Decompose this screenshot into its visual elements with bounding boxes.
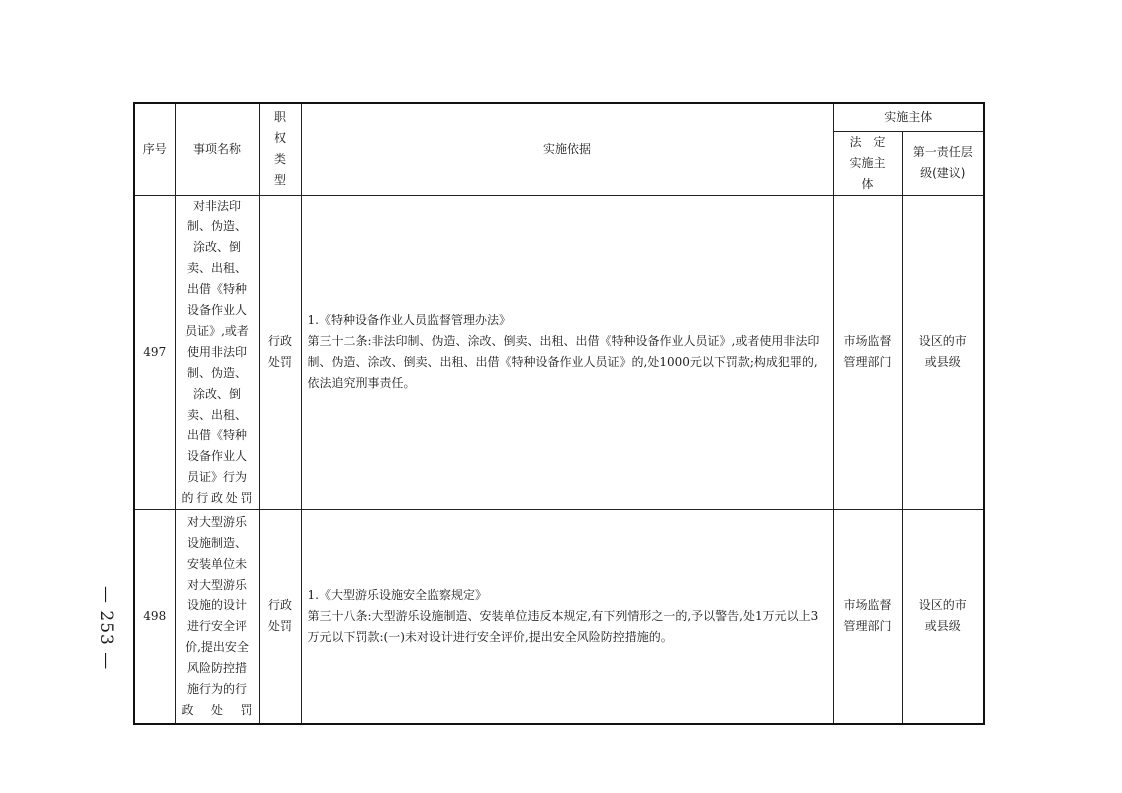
row-first-responsible: 设区的市或县级 <box>902 510 984 724</box>
row-legal-subject: 市场监督管理部门 <box>833 510 902 724</box>
basis-title: 1.《大型游乐设施安全监察规定》 <box>307 587 487 602</box>
row-seq: 497 <box>134 195 175 510</box>
row-basis <box>301 510 833 724</box>
basis-title: 1.《特种设备作业人员监督管理办法》 <box>307 313 511 328</box>
row-power-type: 行政处罚 <box>259 195 301 510</box>
row-seq: 498 <box>134 510 175 724</box>
row-item-name: 对大型游乐设施制造、安装单位未对大型游乐设施的设计进行安全评价,提出安全风险防控措施行为的行政处罚 <box>175 510 259 724</box>
basis-text: 第三十二条:非法印制、伪造、涂改、倒卖、出租、出借《特种设备作业人员证》,或者使用非法印制、伪造、涂改、倒卖、出租、出借《特种设备作业人员证》的,处1000元以下罚款;构成犯罪的,依法追究刑事责任。 <box>307 334 820 391</box>
header-first-responsible: 第一责任层级(建议) <box>902 131 984 195</box>
row-basis <box>301 195 833 510</box>
enforcement-table <box>133 102 985 725</box>
table-row <box>134 510 984 724</box>
row-item-name: 对非法印制、伪造、涂改、倒卖、出租、出借《特种设备作业人员证》,或者使用非法印制、伪造、涂改、倒卖、出租、出借《特种设备作业人员证》行为的行政处罚 <box>175 195 259 510</box>
row-first-responsible: 设区的市或县级 <box>902 195 984 510</box>
header-legal-subject: 法 定实施主体 <box>833 131 902 195</box>
header-subject: 实施主体 <box>833 103 984 131</box>
table-row <box>134 195 984 510</box>
row-legal-subject: 市场监督管理部门 <box>833 195 902 510</box>
header-power-type: 职权类型 <box>259 103 301 195</box>
header-basis: 实施依据 <box>301 103 833 195</box>
row-power-type: 行政处罚 <box>259 510 301 724</box>
page-number: — 253 — <box>96 586 116 671</box>
header-item-name: 事项名称 <box>175 103 259 195</box>
header-seq: 序号 <box>134 103 175 195</box>
basis-text: 第三十八条:大型游乐设施制造、安装单位违反本规定,有下列情形之一的,予以警告,处1万元以上3万元以下罚款:(一)未对设计进行安全评价,提出安全风险防控措施的。 <box>307 608 819 644</box>
